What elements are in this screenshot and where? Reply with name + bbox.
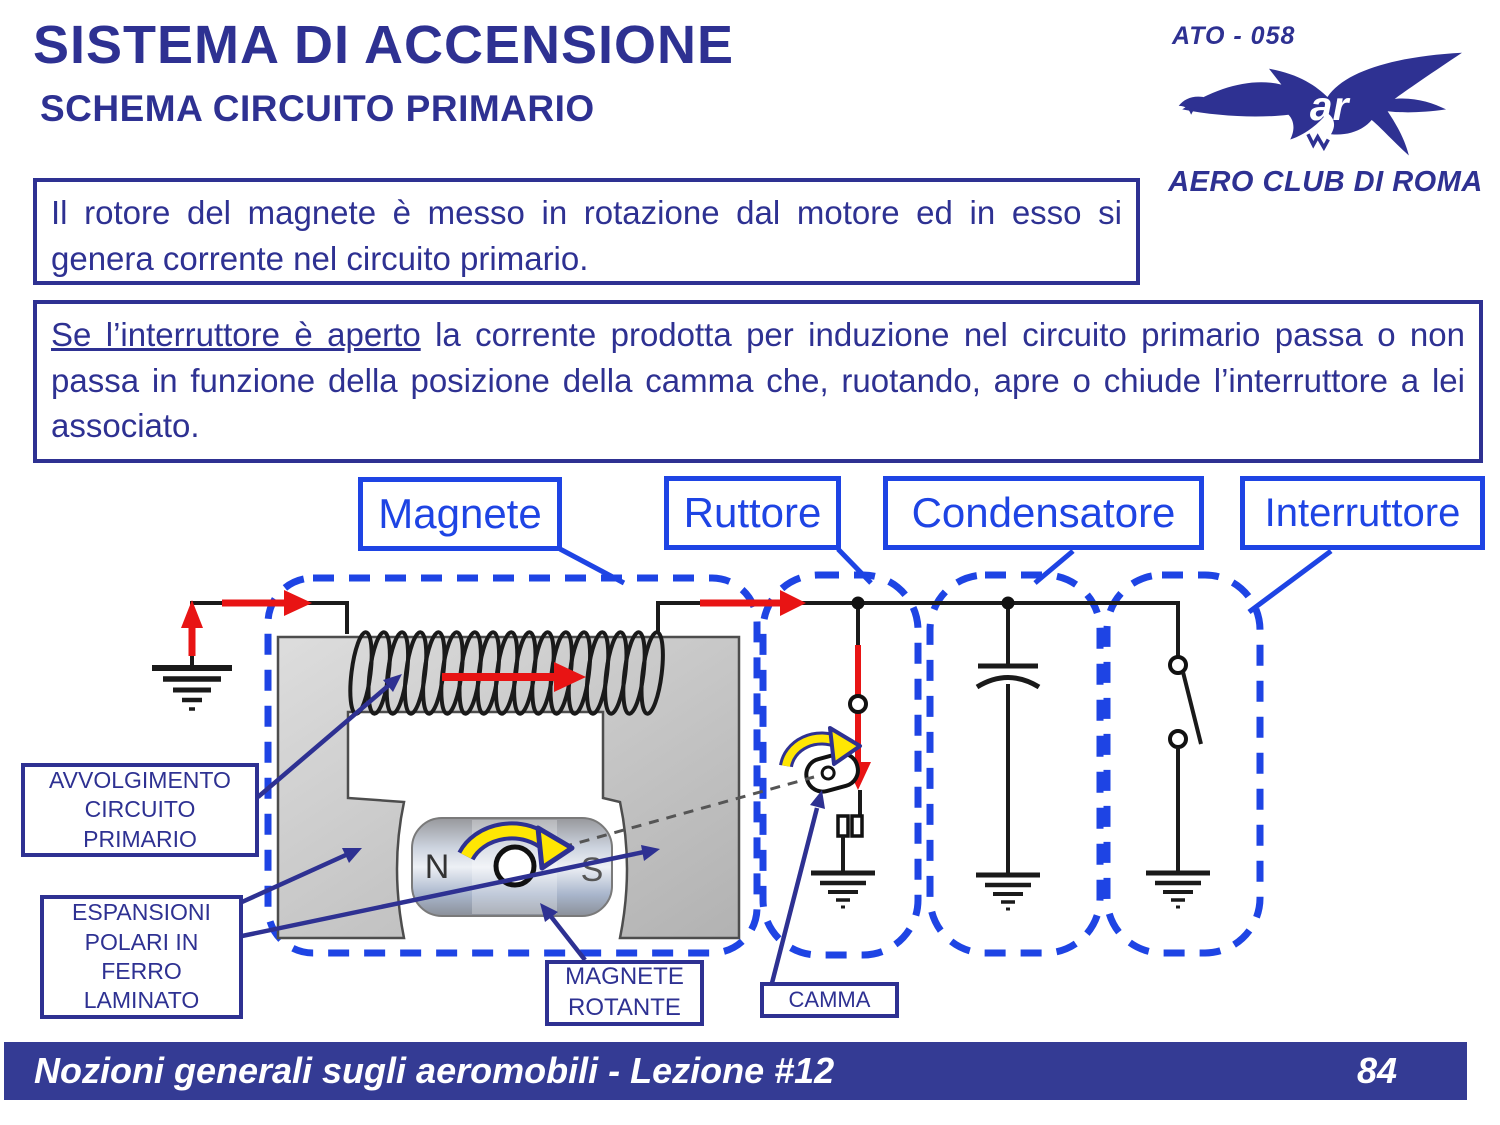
capacitor-branch — [976, 666, 1040, 909]
callout-magnete-rotante — [545, 960, 704, 1026]
ground-symbol-breaker — [811, 873, 875, 907]
intro-text-box — [33, 178, 1140, 285]
callout-espansioni-text: ESPANSIONI POLARI IN FERRO LAMINATO — [72, 899, 211, 1014]
footer-course: Nozioni generali sugli aeromobili - Lezione #12 — [34, 1050, 835, 1091]
footer-page-number: 84 — [1356, 1050, 1397, 1091]
callout-camma — [760, 982, 899, 1018]
ato-code: ATO - 058 — [1172, 22, 1296, 50]
rule-text-underlined: Se l’interruttore è aperto — [51, 316, 421, 353]
interruttore-dashed-box — [1107, 575, 1260, 953]
ground-symbol-switch — [1146, 873, 1210, 907]
club-name: AERO CLUB DI ROMA — [1168, 166, 1483, 198]
switch-terminal — [1170, 657, 1186, 673]
condensatore-dashed-box — [930, 575, 1100, 953]
ground-symbol-capacitor — [976, 875, 1040, 909]
rule-text-box — [33, 300, 1483, 463]
footer-bar — [4, 1042, 1467, 1100]
switch-terminal — [1170, 731, 1186, 747]
callout-espansioni — [40, 895, 243, 1019]
label-magnete-text: Magnete — [378, 490, 542, 537]
junction-dot — [1002, 597, 1015, 610]
label-interruttore-text: Interruttore — [1264, 490, 1461, 535]
intro-text: Il rotore del magnete è messo in rotazione dal motore ed in esso si genera corrente nel circuito primario. — [51, 194, 1122, 277]
switch-branch — [1146, 657, 1210, 907]
page-title: SISTEMA DI ACCENSIONE — [33, 15, 735, 75]
logo-monogram: ar — [1309, 83, 1349, 130]
breaker-contact — [852, 816, 862, 836]
callout-avvolgimento — [21, 763, 259, 857]
rotor-south-label: S — [580, 851, 604, 889]
callout-magnete-rotante-text: MAGNETE ROTANTE — [565, 963, 684, 1021]
label-ruttore-text: Ruttore — [683, 489, 822, 536]
eagle-logo-icon — [1158, 51, 1488, 159]
label-condensatore-text: Condensatore — [911, 489, 1176, 536]
page-subtitle: SCHEMA CIRCUITO PRIMARIO — [40, 88, 595, 129]
ground-symbol-left — [152, 668, 232, 709]
breaker-contact — [838, 816, 848, 836]
callout-avvolgimento-text: AVVOLGIMENTO CIRCUITO PRIMARIO — [49, 766, 231, 852]
callout-camma-text: CAMMA — [788, 986, 871, 1012]
rotor-north-label: N — [424, 848, 450, 886]
rule-text-rest: la corrente prodotta per induzione nel circuito primario passa o non passa in funzione della posizione della camma che, ruotando, apre o chiude l’interruttore a lei associato. — [51, 316, 1465, 445]
aero-club-logo — [1158, 22, 1493, 199]
breaker-pivot — [850, 696, 866, 712]
junction-dot — [852, 597, 865, 610]
